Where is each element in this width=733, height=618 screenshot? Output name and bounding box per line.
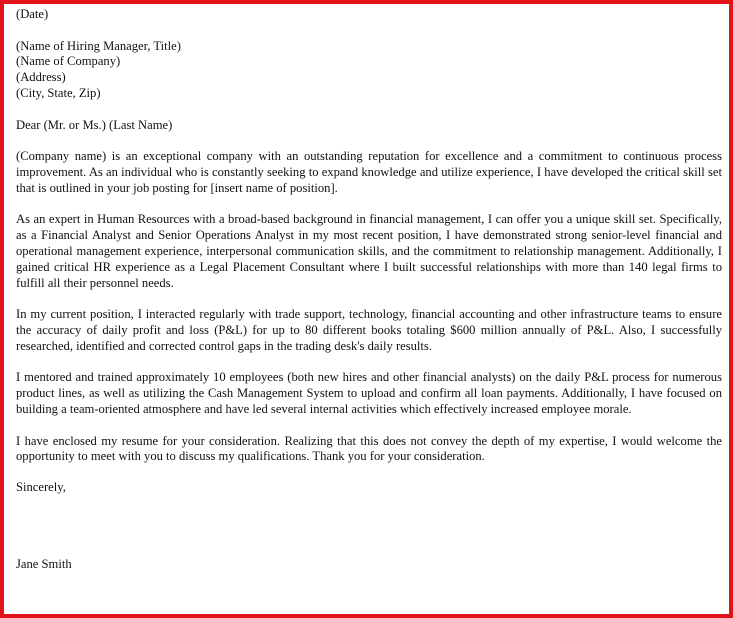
spacer xyxy=(16,197,722,213)
spacer xyxy=(16,355,722,371)
spacer xyxy=(16,418,722,434)
body-paragraph-closing: I have enclosed my resume for your consideration. Realizing that this does not convey the depth of my expertise, I would welcome the opportunity to meet with you to discuss my qualifications. Thank you for your consideration. xyxy=(16,433,722,464)
spacer xyxy=(16,102,722,118)
salutation: Dear (Mr. or Ms.) (Last Name) xyxy=(16,117,173,132)
closing: Sincerely, xyxy=(16,479,66,494)
recipient-address: (Address) xyxy=(16,70,66,85)
body-paragraph-current-position: In my current position, I interacted regularly with trade support, technology, financial accounting and other infrastructure teams to ensure the accuracy of daily profit and loss (P&L) for up to 80 different books totaling $600 million annually of P&L. Also, I successfully researched, identified and corrected control gaps in the trading desk's daily results. xyxy=(16,307,722,353)
signature-space xyxy=(16,495,722,557)
recipient-manager: (Name of Hiring Manager, Title) xyxy=(16,38,181,53)
spacer xyxy=(16,291,722,307)
body-paragraph-experience: As an expert in Human Resources with a broad-based background in financial management, I can offer you a unique skill set. Specifically, as a Financial Analyst and Senior Operations Analyst in my most recent position, I have demonstrated strong senior-level financial and operational management experience, interpersonal communication skills, and the commitment to relationship management. Additionally, I gained critical HR experience as a Legal Placement Consultant where I built successful relationships with more than 140 legal firms to fulfill all their personnel needs. xyxy=(16,212,722,290)
body-paragraph-intro: (Company name) is an exceptional company with an outstanding reputation for excellence and a commitment to continuous process improvement. As an individual who is constantly seeking to expand knowledge and utilize experience, I have developed the critical skill set that is outlined in your job posting for [insert name of position]. xyxy=(16,149,722,195)
spacer xyxy=(16,23,722,39)
letter-date: (Date) xyxy=(16,7,49,21)
recipient-block xyxy=(16,39,722,102)
recipient-company: (Name of Company) xyxy=(16,54,121,69)
recipient-city: (City, State, Zip) xyxy=(16,85,101,100)
body-paragraph-mentoring: I mentored and trained approximately 10 employees (both new hires and other financial analysts) on the daily P&L process for numerous product lines, as well as utilizing the Cash Management System to upload and confirm all loan payments. Additionally, I have focused on building a team-oriented atmosphere and have led several internal activities which effectively increased employee morale. xyxy=(16,370,722,416)
signature-name: Jane Smith xyxy=(16,557,72,572)
spacer xyxy=(16,133,722,149)
spacer xyxy=(16,465,722,480)
cover-letter xyxy=(16,7,722,573)
